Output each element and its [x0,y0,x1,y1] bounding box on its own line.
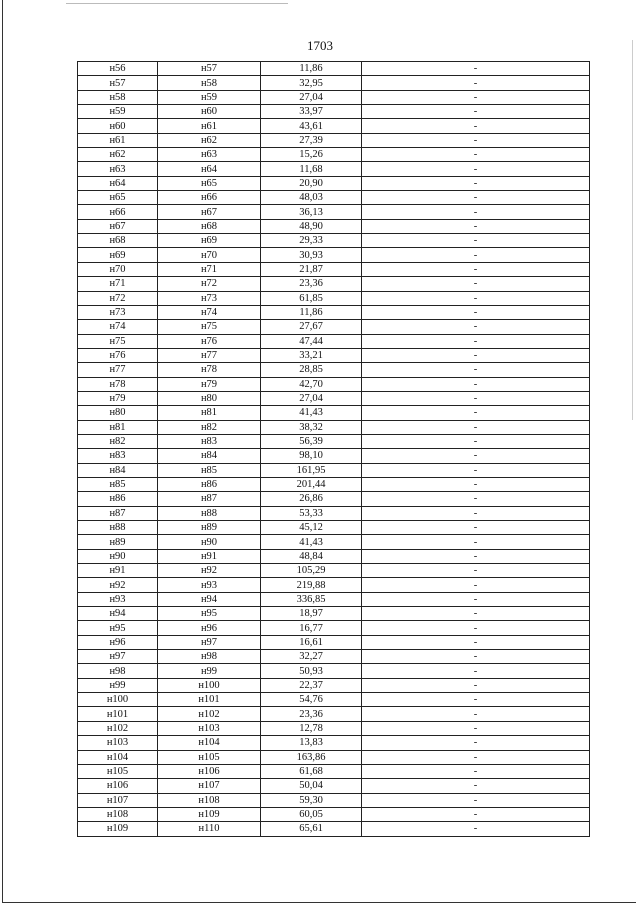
table-row [78,635,590,649]
from-point-cell: н106 [78,779,158,793]
from-point-cell: н97 [78,650,158,664]
from-point-cell: н79 [78,391,158,405]
to-point-cell: н110 [158,822,261,836]
table-row [78,549,590,563]
to-point-cell: н107 [158,779,261,793]
table-row [78,119,590,133]
table-row [78,807,590,821]
table-row [78,205,590,219]
to-point-cell: н91 [158,549,261,563]
note-cell: - [362,277,590,291]
note-cell: - [362,119,590,133]
table-row [78,822,590,836]
distance-cell: 201,44 [261,477,362,491]
to-point-cell: н96 [158,621,261,635]
page-number: 1703 [307,38,333,53]
from-point-cell: н72 [78,291,158,305]
table-row [78,406,590,420]
table-row [78,764,590,778]
from-point-cell: н80 [78,406,158,420]
distance-cell: 53,33 [261,506,362,520]
distance-cell: 41,43 [261,406,362,420]
to-point-cell: н80 [158,391,261,405]
table-row [78,621,590,635]
note-cell: - [362,391,590,405]
from-point-cell: н93 [78,592,158,606]
table-row [78,277,590,291]
to-point-cell: н108 [158,793,261,807]
table-row [78,707,590,721]
note-cell: - [362,320,590,334]
distance-cell: 27,39 [261,133,362,147]
table-row [78,449,590,463]
distance-cell: 12,78 [261,721,362,735]
distance-cell: 28,85 [261,363,362,377]
table-row [78,377,590,391]
distance-cell: 61,85 [261,291,362,305]
from-point-cell: н109 [78,822,158,836]
from-point-cell: н71 [78,277,158,291]
from-point-cell: н89 [78,535,158,549]
note-cell: - [362,205,590,219]
distance-cell: 54,76 [261,693,362,707]
table-row [78,420,590,434]
table-row [78,90,590,104]
to-point-cell: н67 [158,205,261,219]
distance-cell: 32,27 [261,650,362,664]
to-point-cell: н89 [158,521,261,535]
from-point-cell: н67 [78,219,158,233]
distance-cell: 98,10 [261,449,362,463]
table-row [78,148,590,162]
to-point-cell: н82 [158,420,261,434]
to-point-cell: н66 [158,191,261,205]
table-row [78,463,590,477]
distance-cell: 32,95 [261,76,362,90]
to-point-cell: н86 [158,477,261,491]
note-cell: - [362,105,590,119]
note-cell: - [362,664,590,678]
note-cell: - [362,607,590,621]
to-point-cell: н62 [158,133,261,147]
to-point-cell: н75 [158,320,261,334]
table-row [78,678,590,692]
note-cell: - [362,176,590,190]
note-cell: - [362,621,590,635]
note-cell: - [362,76,590,90]
from-point-cell: н74 [78,320,158,334]
note-cell: - [362,291,590,305]
from-point-cell: н94 [78,607,158,621]
note-cell: - [362,549,590,563]
note-cell: - [362,736,590,750]
note-cell: - [362,420,590,434]
to-point-cell: н104 [158,736,261,750]
note-cell: - [362,90,590,104]
distance-cell: 23,36 [261,707,362,721]
table-row [78,234,590,248]
table-row [78,262,590,276]
note-cell: - [362,707,590,721]
note-cell: - [362,449,590,463]
scan-top-rule [66,3,288,4]
to-point-cell: н64 [158,162,261,176]
distance-cell: 38,32 [261,420,362,434]
table-row [78,779,590,793]
distance-cell: 16,61 [261,635,362,649]
to-point-cell: н102 [158,707,261,721]
distance-cell: 11,86 [261,305,362,319]
note-cell: - [362,262,590,276]
distance-cell: 48,03 [261,191,362,205]
from-point-cell: н59 [78,105,158,119]
note-cell: - [362,807,590,821]
to-point-cell: н60 [158,105,261,119]
from-point-cell: н73 [78,305,158,319]
distance-cell: 56,39 [261,434,362,448]
to-point-cell: н76 [158,334,261,348]
note-cell: - [362,62,590,76]
table-row [78,62,590,76]
note-cell: - [362,693,590,707]
note-cell: - [362,363,590,377]
to-point-cell: н84 [158,449,261,463]
note-cell: - [362,793,590,807]
table-row [78,105,590,119]
to-point-cell: н63 [158,148,261,162]
from-point-cell: н76 [78,348,158,362]
from-point-cell: н64 [78,176,158,190]
distance-cell: 65,61 [261,822,362,836]
note-cell: - [362,578,590,592]
to-point-cell: н94 [158,592,261,606]
distance-cell: 11,86 [261,62,362,76]
to-point-cell: н97 [158,635,261,649]
note-cell: - [362,521,590,535]
table-row [78,650,590,664]
from-point-cell: н61 [78,133,158,147]
note-cell: - [362,822,590,836]
distance-cell: 59,30 [261,793,362,807]
to-point-cell: н92 [158,564,261,578]
from-point-cell: н90 [78,549,158,563]
to-point-cell: н71 [158,262,261,276]
distance-cell: 42,70 [261,377,362,391]
note-cell: - [362,564,590,578]
table-row [78,305,590,319]
from-point-cell: н104 [78,750,158,764]
distance-cell: 20,90 [261,176,362,190]
from-point-cell: н85 [78,477,158,491]
distance-cell: 29,33 [261,234,362,248]
to-point-cell: н90 [158,535,261,549]
from-point-cell: н102 [78,721,158,735]
table-row [78,535,590,549]
to-point-cell: н70 [158,248,261,262]
from-point-cell: н65 [78,191,158,205]
to-point-cell: н72 [158,277,261,291]
distance-cell: 18,97 [261,607,362,621]
note-cell: - [362,678,590,692]
table-row [78,391,590,405]
note-cell: - [362,248,590,262]
table-row [78,434,590,448]
from-point-cell: н103 [78,736,158,750]
distance-cell: 45,12 [261,521,362,535]
to-point-cell: н68 [158,219,261,233]
distance-cell: 41,43 [261,535,362,549]
from-point-cell: н95 [78,621,158,635]
table-row [78,477,590,491]
from-point-cell: н68 [78,234,158,248]
to-point-cell: н88 [158,506,261,520]
from-point-cell: н75 [78,334,158,348]
distance-cell: 105,29 [261,564,362,578]
table-row [78,133,590,147]
distance-cell: 48,84 [261,549,362,563]
note-cell: - [362,148,590,162]
note-cell: - [362,406,590,420]
from-point-cell: н87 [78,506,158,520]
note-cell: - [362,348,590,362]
from-point-cell: н83 [78,449,158,463]
table-row [78,191,590,205]
from-point-cell: н88 [78,521,158,535]
distance-cell: 336,85 [261,592,362,606]
from-point-cell: н57 [78,76,158,90]
note-cell: - [362,334,590,348]
note-cell: - [362,506,590,520]
distance-cell: 22,37 [261,678,362,692]
from-point-cell: н100 [78,693,158,707]
from-point-cell: н84 [78,463,158,477]
distance-cell: 163,86 [261,750,362,764]
table-row [78,334,590,348]
distance-cell: 36,13 [261,205,362,219]
to-point-cell: н103 [158,721,261,735]
from-point-cell: н70 [78,262,158,276]
from-point-cell: н96 [78,635,158,649]
note-cell: - [362,650,590,664]
distance-cell: 23,36 [261,277,362,291]
to-point-cell: н99 [158,664,261,678]
to-point-cell: н69 [158,234,261,248]
from-point-cell: н99 [78,678,158,692]
note-cell: - [362,477,590,491]
note-cell: - [362,162,590,176]
to-point-cell: н106 [158,764,261,778]
note-cell: - [362,191,590,205]
from-point-cell: н108 [78,807,158,821]
from-point-cell: н58 [78,90,158,104]
note-cell: - [362,133,590,147]
note-cell: - [362,234,590,248]
note-cell: - [362,492,590,506]
scan-right-rule [632,40,633,420]
note-cell: - [362,434,590,448]
distance-cell: 33,21 [261,348,362,362]
table-row [78,793,590,807]
distance-cell: 43,61 [261,119,362,133]
to-point-cell: н95 [158,607,261,621]
distance-cell: 27,67 [261,320,362,334]
table-body [78,62,590,837]
from-point-cell: н78 [78,377,158,391]
distance-cell: 61,68 [261,764,362,778]
table-row [78,320,590,334]
note-cell: - [362,219,590,233]
table-row [78,363,590,377]
note-cell: - [362,377,590,391]
table-row [78,162,590,176]
distance-cell: 161,95 [261,463,362,477]
distance-cell: 33,97 [261,105,362,119]
table-row [78,578,590,592]
to-point-cell: н74 [158,305,261,319]
to-point-cell: н61 [158,119,261,133]
to-point-cell: н77 [158,348,261,362]
from-point-cell: н86 [78,492,158,506]
table-row [78,564,590,578]
distance-cell: 219,88 [261,578,362,592]
distance-cell: 15,26 [261,148,362,162]
distance-cell: 13,83 [261,736,362,750]
to-point-cell: н98 [158,650,261,664]
note-cell: - [362,750,590,764]
table-row [78,506,590,520]
table-row [78,693,590,707]
to-point-cell: н105 [158,750,261,764]
data-table [77,61,590,837]
to-point-cell: н100 [158,678,261,692]
distance-cell: 50,04 [261,779,362,793]
to-point-cell: н101 [158,693,261,707]
table-row [78,492,590,506]
distance-cell: 27,04 [261,391,362,405]
from-point-cell: н81 [78,420,158,434]
distance-cell: 16,77 [261,621,362,635]
from-point-cell: н62 [78,148,158,162]
from-point-cell: н105 [78,764,158,778]
distance-cell: 11,68 [261,162,362,176]
from-point-cell: н82 [78,434,158,448]
distance-cell: 48,90 [261,219,362,233]
from-point-cell: н63 [78,162,158,176]
to-point-cell: н78 [158,363,261,377]
note-cell: - [362,463,590,477]
from-point-cell: н69 [78,248,158,262]
distance-cell: 60,05 [261,807,362,821]
from-point-cell: н107 [78,793,158,807]
note-cell: - [362,535,590,549]
from-point-cell: н91 [78,564,158,578]
table-row [78,592,590,606]
note-cell: - [362,764,590,778]
to-point-cell: н79 [158,377,261,391]
table-row [78,721,590,735]
from-point-cell: н77 [78,363,158,377]
table-row [78,248,590,262]
table-row [78,664,590,678]
table-row [78,607,590,621]
table-row [78,176,590,190]
from-point-cell: н66 [78,205,158,219]
from-point-cell: н101 [78,707,158,721]
distance-cell: 21,87 [261,262,362,276]
distance-cell: 27,04 [261,90,362,104]
distance-cell: 26,86 [261,492,362,506]
table-row [78,521,590,535]
to-point-cell: н65 [158,176,261,190]
distance-cell: 30,93 [261,248,362,262]
to-point-cell: н93 [158,578,261,592]
to-point-cell: н81 [158,406,261,420]
table-row [78,291,590,305]
table-row [78,219,590,233]
distance-cell: 50,93 [261,664,362,678]
from-point-cell: н56 [78,62,158,76]
to-point-cell: н109 [158,807,261,821]
distance-cell: 47,44 [261,334,362,348]
to-point-cell: н87 [158,492,261,506]
note-cell: - [362,592,590,606]
from-point-cell: н92 [78,578,158,592]
to-point-cell: н58 [158,76,261,90]
table-row [78,750,590,764]
table-row [78,76,590,90]
to-point-cell: н85 [158,463,261,477]
note-cell: - [362,305,590,319]
to-point-cell: н73 [158,291,261,305]
table-row [78,348,590,362]
from-point-cell: н60 [78,119,158,133]
from-point-cell: н98 [78,664,158,678]
note-cell: - [362,635,590,649]
to-point-cell: н83 [158,434,261,448]
table-row [78,736,590,750]
to-point-cell: н59 [158,90,261,104]
note-cell: - [362,779,590,793]
to-point-cell: н57 [158,62,261,76]
note-cell: - [362,721,590,735]
